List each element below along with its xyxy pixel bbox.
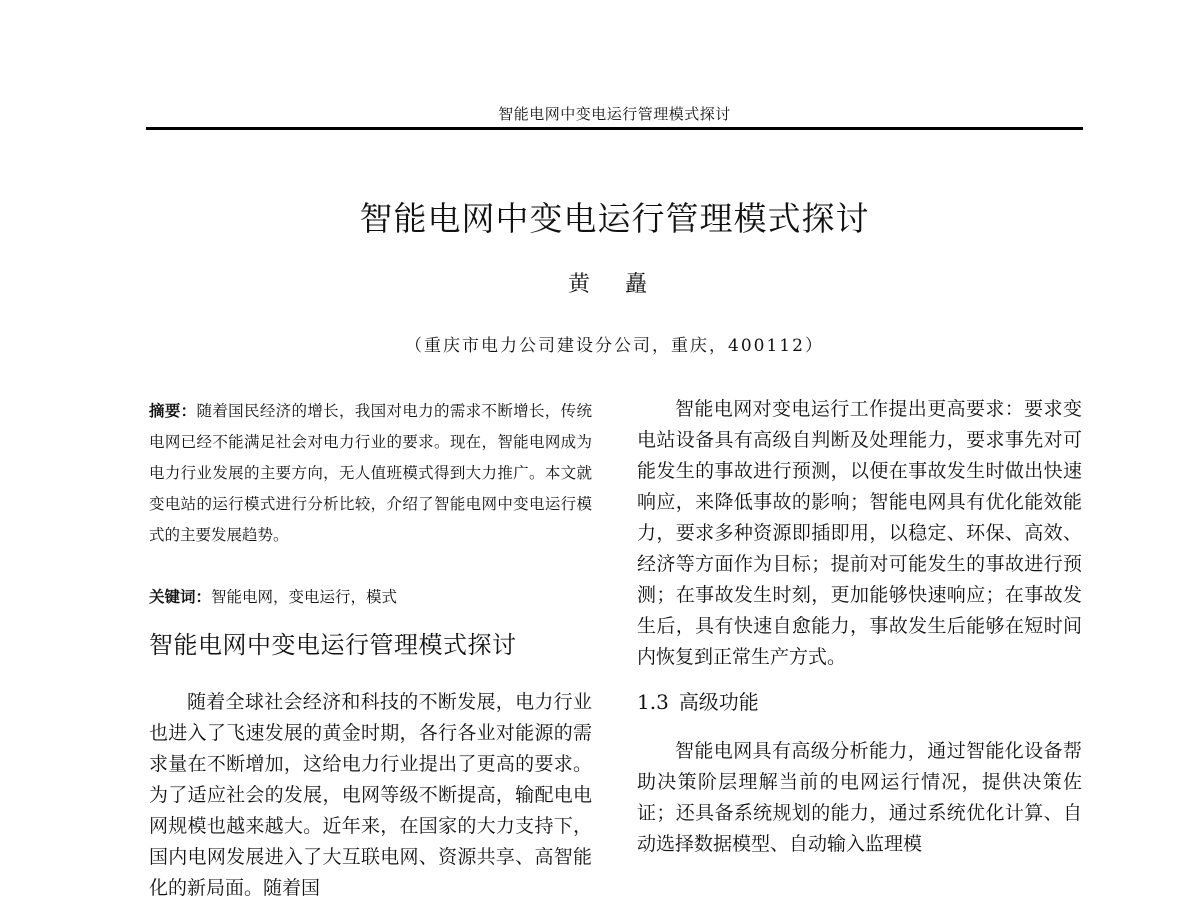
keywords [149,582,592,613]
body-paragraph: 智能电网具有高级分析能力，通过智能化设备帮助决策阶层理解当前的电网运行情况，提供决策佐证；还具备系统规划的能力，通过系统优化计算、自动选择数据模型、自动输入监理模 [637,740,1082,855]
body-paragraph: 智能电网对变电运行工作提出更高要求：要求变电站设备具有高级自判断及处理能力，要求事先对可能发生的事故进行预测，以便在事故发生时做出快速响应，来降低事故的影响；智能电网具有优化能效能力，要求多种资源即插即用，以稳定、环保、高效、经济等方面作为目标；提前对可能发生的事故进行预测；在事故发生时刻，更加能够快速响应；在事故发生后，具有快速自愈能力，事故发生后能够在短时间内恢复到正常生产方式。 [637,398,1082,668]
abstract-label: 摘要： [149,402,197,420]
section-heading: 智能电网中变电运行管理模式探讨 [149,631,517,659]
abstract-text: 随着国民经济的增长，我国对电力的需求不断增长，传统电网已经不能满足社会对电力行业的要求。现在，智能电网成为电力行业发展的主要方向，无人值班模式得到大力推广。本文就变电站的运行模式进行分析比较，介绍了智能电网中变电运行模式的主要发展趋势。 [149,402,592,544]
affiliation: （重庆市电力公司建设分公司，重庆，400112） [405,336,824,356]
abstract [149,396,592,551]
paper-title: 智能电网中变电运行管理模式探讨 [359,199,870,238]
keywords-label: 关键词： [149,588,212,606]
body-paragraph: 随着全球社会经济和科技的不断发展，电力行业也进入了飞速发展的黄金时期，各行各业对能源的需求量在不断增加，这给电力行业提出了更高的要求。为了适应社会的发展，电网等级不断提高，输配电电网规模也越来越大。近年来，在国家的大力支持下，国内电网发展进入了大互联电网、资源共享、高智能化的新局面。随着国 [149,691,592,899]
subsection-title: 高级功能 [678,690,759,714]
author: 黄 矗 [568,272,661,297]
running-header: 智能电网中变电运行管理模式探讨 [498,105,731,123]
left-column [149,396,592,904]
subsection-heading [637,687,1082,717]
keywords-text: 智能电网，变电运行，模式 [211,588,398,606]
right-column [637,394,1082,860]
header-rule [146,127,1083,130]
subsection-number: 1.3 [637,690,669,714]
